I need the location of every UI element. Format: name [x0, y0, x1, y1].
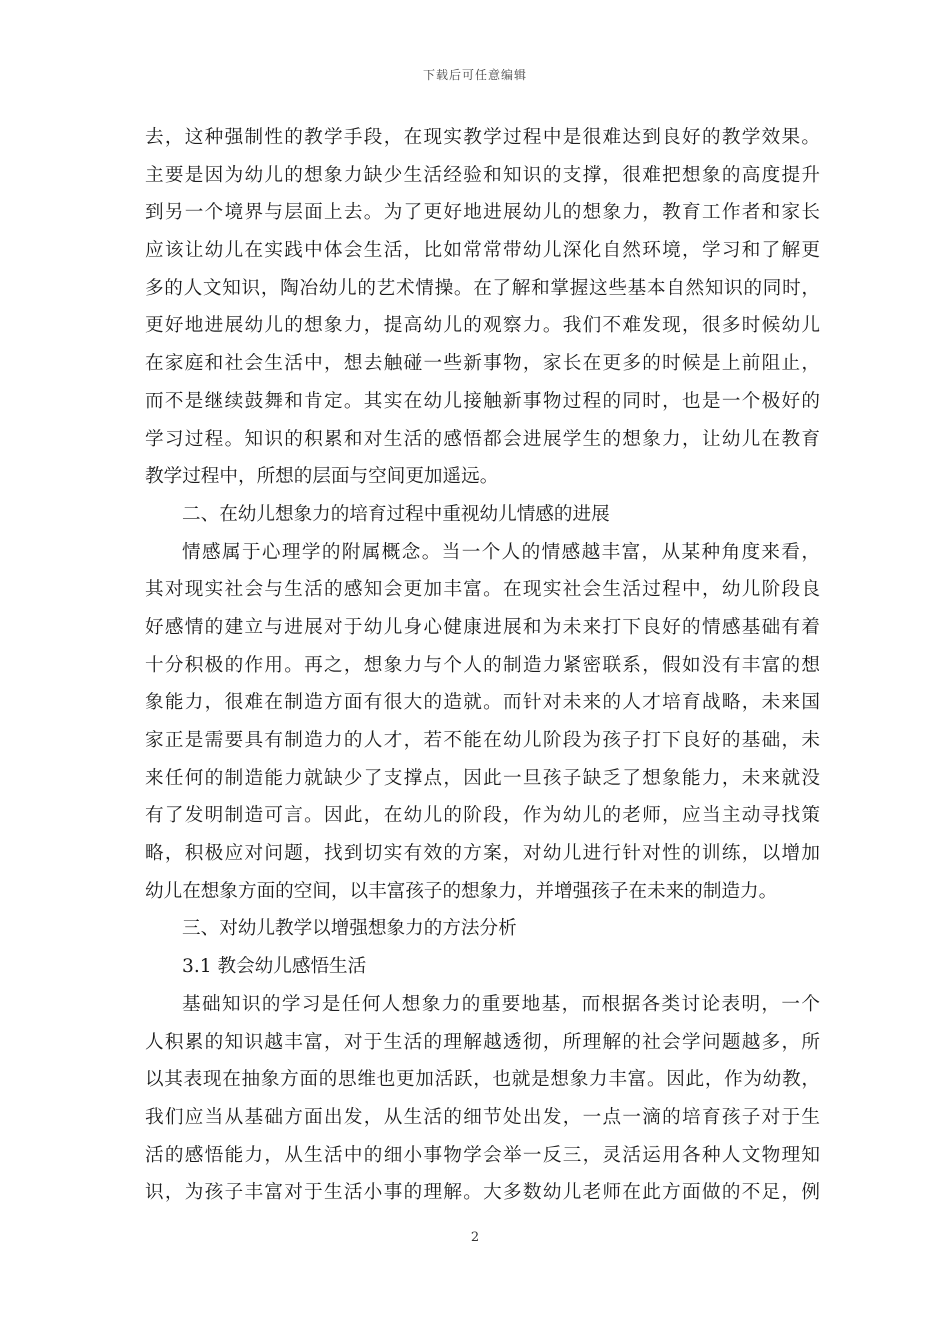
text-line: 幼儿在想象方面的空间，以丰富孩子的想象力，并增强孩子在未来的制造力。 [145, 880, 778, 902]
text-line: 识，为孩子丰富对于生活小事的理解。大多数幼儿老师在此方面做的不足，例 [145, 1182, 820, 1204]
text-line: 象能力，很难在制造方面有很大的造就。而针对未来的人才培育战略，未来国 [145, 692, 820, 714]
text-line: 而不是继续鼓舞和肯定。其实在幼儿接触新事物过程的同时，也是一个极好的 [145, 390, 820, 412]
text-line: 基础知识的学习是任何人想象力的重要地基，而根据各类讨论表明，一个 [182, 993, 820, 1015]
text-line: 活的感悟能力，从生活中的细小事物学会举一反三，灵活运用各种人文物理知 [145, 1144, 820, 1166]
text-line: 情感属于心理学的附属概念。当一个人的情感越丰富，从某种角度来看， [182, 541, 820, 563]
text-line: 其对现实社会与生活的感知会更加丰富。在现实社会生活过程中，幼儿阶段良 [145, 579, 820, 601]
text-line: 有了发明制造可言。因此，在幼儿的阶段，作为幼儿的老师，应当主动寻找策 [145, 805, 820, 827]
paragraph [145, 119, 820, 496]
text-line: 主要是因为幼儿的想象力缺少生活经验和知识的支撑，很难把想象的高度提升 [145, 164, 820, 186]
text-line: 学习过程。知识的积累和对生活的感悟都会进展学生的想象力，让幼儿在教育 [145, 428, 820, 450]
text-line: 应该让幼儿在实践中体会生活，比如常常带幼儿深化自然环境，学习和了解更 [145, 240, 820, 262]
text-line: 十分积极的作用。再之，想象力与个人的制造力紧密联系，假如没有丰富的想 [145, 654, 820, 676]
text-line: 好感情的建立与进展对于幼儿身心健康进展和为未来打下良好的情感基础有着 [145, 616, 820, 638]
document-body [145, 119, 820, 1212]
text-line: 家正是需要具有制造力的人才，若不能在幼儿阶段为孩子打下良好的基础，未 [145, 730, 820, 751]
page-header: 下载后可任意编辑 [422, 68, 527, 82]
text-line: 教学过程中，所想的层面与空间更加遥远。 [145, 466, 499, 488]
text-line: 在家庭和社会生活中，想去触碰一些新事物，家长在更多的时候是上前阻止， [145, 353, 820, 375]
text-line: 以其表现在抽象方面的思维也更加活跃，也就是想象力丰富。因此，作为幼教， [145, 1069, 820, 1091]
text-line: 人积累的知识越丰富，对于生活的理解越透彻，所理解的社会学问题越多，所 [145, 1031, 820, 1053]
subsection-heading: 3.1 教会幼儿感悟生活 [182, 956, 367, 978]
section-heading: 二、在幼儿想象力的培育过程中重视幼儿情感的进展 [182, 503, 610, 525]
text-line: 更好地进展幼儿的想象力，提高幼儿的观察力。我们不难发现，很多时候幼儿 [145, 315, 820, 337]
text-line: 略，积极应对问题，找到切实有效的方案，对幼儿进行针对性的训练，以增加 [145, 843, 820, 865]
text-line: 来任何的制造能力就缺少了支撑点，因此一旦孩子缺乏了想象能力，未来就没 [145, 767, 820, 789]
text-line: 我们应当从基础方面出发，从生活的细节处出发，一点一滴的培育孩子对于生 [145, 1106, 820, 1128]
section-heading: 三、对幼儿教学以增强想象力的方法分析 [182, 918, 517, 940]
page-number: 2 [470, 1230, 480, 1245]
text-line: 多的人文知识，陶冶幼儿的艺术情操。在了解和掌握这些基本自然知识的同时， [145, 277, 820, 299]
paragraph [145, 534, 820, 911]
text-line: 去，这种强制性的教学手段，在现实教学过程中是很难达到良好的教学效果。 [145, 127, 820, 148]
paragraph [145, 986, 820, 1212]
text-line: 到另一个境界与层面上去。为了更好地进展幼儿的想象力，教育工作者和家长 [145, 202, 820, 224]
